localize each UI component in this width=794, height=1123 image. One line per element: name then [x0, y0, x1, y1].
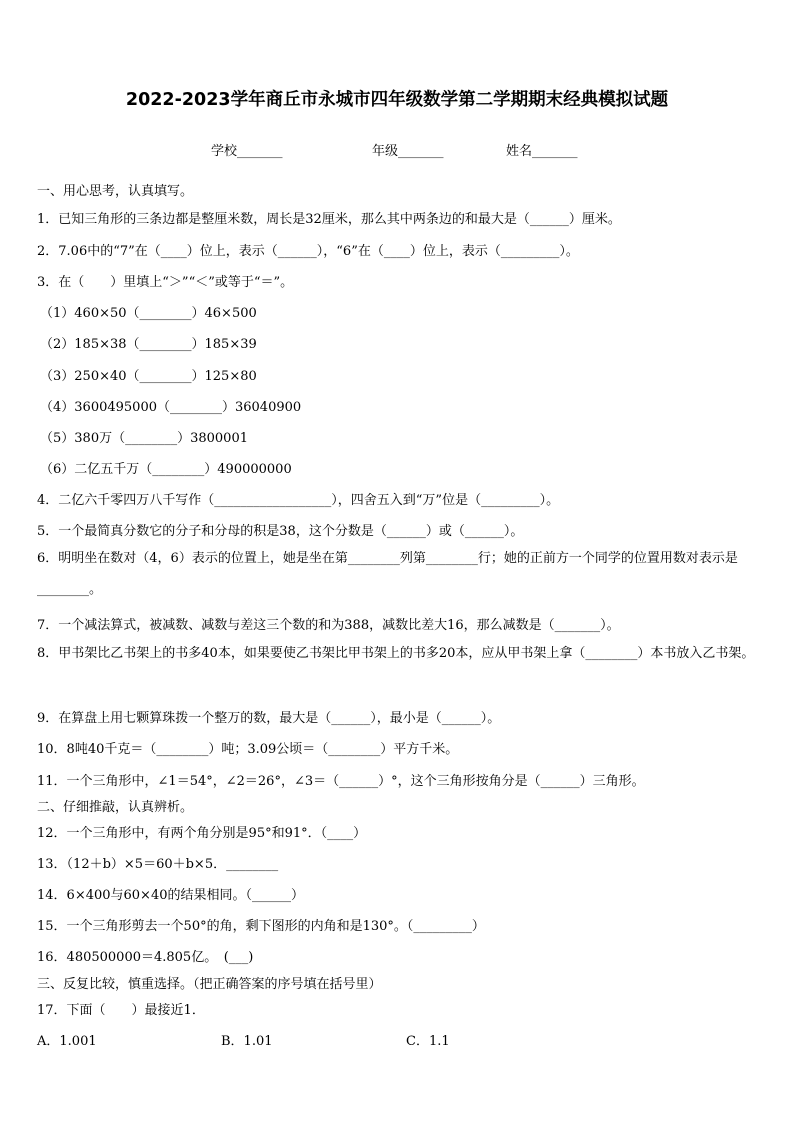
question-3-item-2: （2）185×38（________）185×39: [40, 337, 257, 352]
question-11: 11．一个三角形中，∠1＝54°，∠2＝26°，∠3＝（______）°，这个三角形按角分是（______）三角形。: [37, 774, 645, 789]
question-7: 7．一个减法算式，被减数、减数与差这三个数的和为388，减数比差大16，那么减数是（_______）。: [37, 618, 620, 633]
grade-field: 年级_______: [372, 144, 444, 159]
question-3-item-1: （1）460×50（________）46×500: [40, 306, 257, 321]
question-3-item-3: （3）250×40（________）125×80: [40, 369, 257, 384]
question-3: 3．在（ ）里填上“＞”“＜”或等于“＝”。: [37, 275, 294, 290]
question-10: 10．8吨40千克＝（________）吨；3.09公顷＝（________）平方千米。: [37, 742, 459, 757]
question-5: 5．一个最简真分数它的分子和分母的积是38，这个分数是（______）或（______）。: [37, 524, 524, 539]
section-heading-3: 三、反复比较，慎重选择。（把正确答案的序号填在括号里）: [37, 977, 382, 992]
question-17: 17．下面（ ）最接近1．: [37, 1003, 205, 1018]
question-1: 1．已知三角形的三条边都是整厘米数，周长是32厘米，那么其中两条边的和最大是（______）厘米。: [37, 212, 621, 227]
question-4: 4．二亿六千零四万八千写作（__________________），四舍五入到“万”位是（_________）。: [37, 493, 560, 508]
page-title: 2022-2023学年商丘市永城市四年级数学第二学期期末经典模拟试题: [125, 90, 669, 110]
question-14: 14．6×400与60×40的结果相同。（______）: [37, 888, 304, 903]
question-8: 8．甲书架比乙书架上的书多40本，如果要使乙书架比甲书架上的书多20本，应从甲书架上拿（________）本书放入乙书架。: [37, 646, 755, 661]
question-13: 13．（12＋b）×5＝60＋b×5．________: [37, 857, 279, 872]
question-2: 2．7.06中的“7”在（____）位上，表示（______），“6”在（____）位上，表示（_________）。: [37, 244, 579, 259]
q17-option-b: B．1.01: [221, 1034, 273, 1049]
school-field: 学校_______: [211, 144, 283, 159]
question-3-item-4: （4）3600495000（________）36040900: [40, 400, 302, 415]
question-6: 6．明明坐在数对（4，6）表示的位置上，她是坐在第________列第________行；她的正前方一个同学的位置用数对表示是________。: [37, 551, 738, 597]
question-15: 15．一个三角形剪去一个50°的角，剩下图形的内角和是130°。（_________）: [37, 919, 485, 934]
name-field: 姓名_______: [506, 144, 578, 159]
q17-option-c: C．1.1: [406, 1034, 450, 1049]
question-3-item-6: （6）二亿五千万（________）490000000: [40, 462, 292, 477]
section-heading-1: 一、用心思考，认真填写。: [37, 184, 194, 199]
question-16: 16．480500000＝4.805亿。 (___): [37, 950, 254, 965]
question-3-item-5: （5）380万（________）3800001: [40, 431, 248, 446]
q17-option-a: A．1.001: [37, 1034, 97, 1049]
question-9: 9．在算盘上用七颗算珠拨一个整万的数，最大是（______），最小是（______）。: [37, 711, 501, 726]
question-12: 12．一个三角形中，有两个角分别是95°和91°．（____）: [37, 826, 367, 841]
section-heading-2: 二、仔细推敲，认真辨析。: [37, 800, 194, 815]
